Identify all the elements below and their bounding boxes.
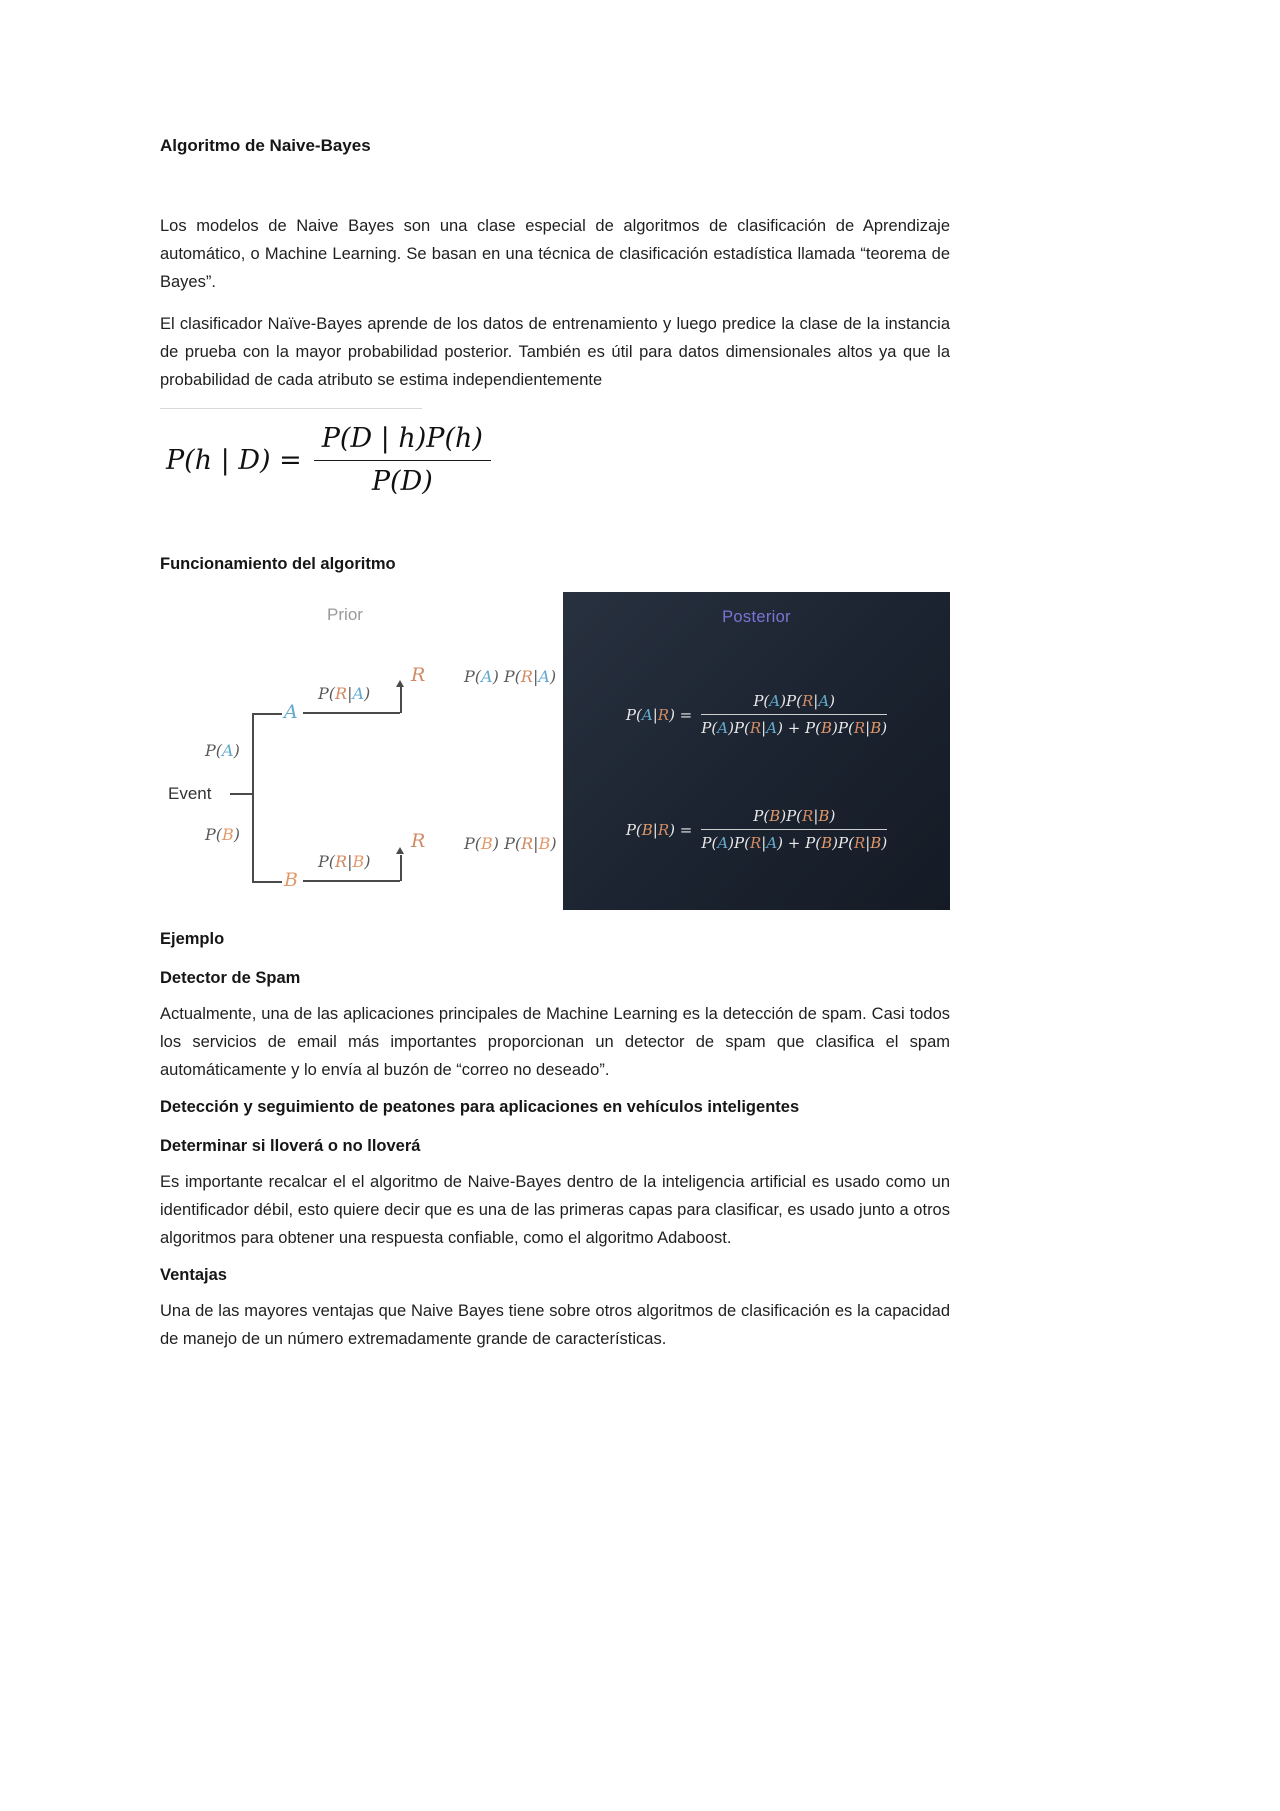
branch-b-line — [303, 880, 400, 882]
ventajas-paragraph: Una de las mayores ventajas que Naive Bayes tiene sobre otros algoritmos de clasificación es la capacidad de manejo de un número extremadamente grande de características. — [160, 1302, 950, 1348]
intro-paragraph-2: El clasificador Naïve-Bayes aprende de los datos de entrenamiento y luego predice la clase de la instancia de prueba con la mayor probabilidad posterior. También es útil para datos dimensionales altos ya que la probabilidad de cada atributo se estima independientemente — [160, 315, 950, 389]
branch-a-stub-line — [252, 713, 282, 715]
branch-a-line — [303, 712, 400, 714]
posterior-a-fraction — [701, 692, 887, 737]
bayes-formula — [160, 423, 950, 497]
prob-b-label: P(B) — [205, 825, 241, 844]
posterior-a-lhs: P(A|R) = — [625, 705, 693, 724]
posterior-b-fraction — [701, 807, 887, 852]
llovera-paragraph: Es importante recalcar el el algoritmo de Naive-Bayes dentro de la inteligencia artificial es usado como un identificador débil, esto quiere decir que es una de las primeras capas para clasificar, es usado junto a otros algoritmos para obtener una respuesta confiable, como el algoritmo Adaboost. — [160, 1173, 950, 1247]
posterior-label: Posterior — [722, 608, 791, 626]
heading-peatones: Detección y seguimiento de peatones para aplicaciones en vehículos inteligentes — [160, 1098, 800, 1116]
node-a-label: A — [284, 701, 298, 723]
prob-r-given-b-label: P(R|B) — [318, 852, 371, 871]
posterior-b-denominator: P(A)P(R|A) + P(B)P(R|B) — [701, 834, 888, 852]
heading-llovera: Determinar si lloverá o no lloverá — [160, 1137, 421, 1155]
arrow-b-stem — [400, 855, 402, 881]
branch-b-stub-line — [252, 881, 282, 883]
arrow-a-stem — [400, 687, 402, 713]
event-label: Event — [168, 784, 212, 803]
arrow-a-head-icon — [396, 680, 404, 687]
branch-vertical-line — [252, 713, 254, 883]
formula-fraction — [314, 423, 491, 497]
prob-a-label: P(A) — [205, 741, 240, 760]
formula-numerator: P(D | h)P(h) — [314, 423, 491, 461]
page-title: Algoritmo de Naive-Bayes — [160, 136, 371, 155]
spam-paragraph: Actualmente, una de las aplicaciones principales de Machine Learning es la detección de spam. Casi todos los servicios de email más importantes proporcionan un detector de spam que clasifica el spam automáticamente y lo envía al buzón de “correo no deseado”. — [160, 1005, 950, 1079]
posterior-formula-a — [563, 692, 950, 737]
heading-funcionamiento: Funcionamiento del algoritmo — [160, 555, 396, 573]
formula-denominator: P(D) — [371, 466, 433, 497]
outcome-r-bottom-label: R — [411, 830, 426, 852]
arrow-b-head-icon — [396, 847, 404, 854]
heading-detector-spam: Detector de Spam — [160, 969, 301, 987]
posterior-a-numerator: P(A)P(R|A) — [701, 692, 887, 715]
heading-ejemplo: Ejemplo — [160, 930, 225, 948]
formula-divider-line — [160, 408, 422, 409]
outcome-r-top-label: R — [411, 664, 426, 686]
bayes-diagram-figure — [160, 592, 950, 910]
node-b-label: B — [284, 869, 298, 891]
prior-label: Prior — [327, 605, 363, 624]
posterior-a-denominator: P(A)P(R|A) + P(B)P(R|B) — [701, 719, 888, 737]
formula-lhs: P(h | D) = — [166, 444, 302, 476]
posterior-formula-b — [563, 807, 950, 852]
joint-prob-b-label: P(B) P(R|B) — [464, 834, 557, 853]
posterior-b-numerator: P(B)P(R|B) — [701, 807, 887, 830]
posterior-panel — [563, 592, 950, 910]
prob-r-given-a-label: P(R|A) — [318, 684, 371, 703]
intro-paragraph-1: Los modelos de Naive Bayes son una clase especial de algoritmos de clasificación de Aprendizaje automático, o Machine Learning. Se basan en una técnica de clasificación estadística llamada “teorema de Bayes”. — [160, 217, 950, 291]
bayes-theorem-formula — [160, 408, 950, 497]
joint-prob-a-label: P(A) P(R|A) — [464, 667, 557, 686]
heading-ventajas: Ventajas — [160, 1266, 227, 1284]
posterior-b-lhs: P(B|R) = — [625, 820, 693, 839]
event-dash-line — [230, 793, 252, 795]
